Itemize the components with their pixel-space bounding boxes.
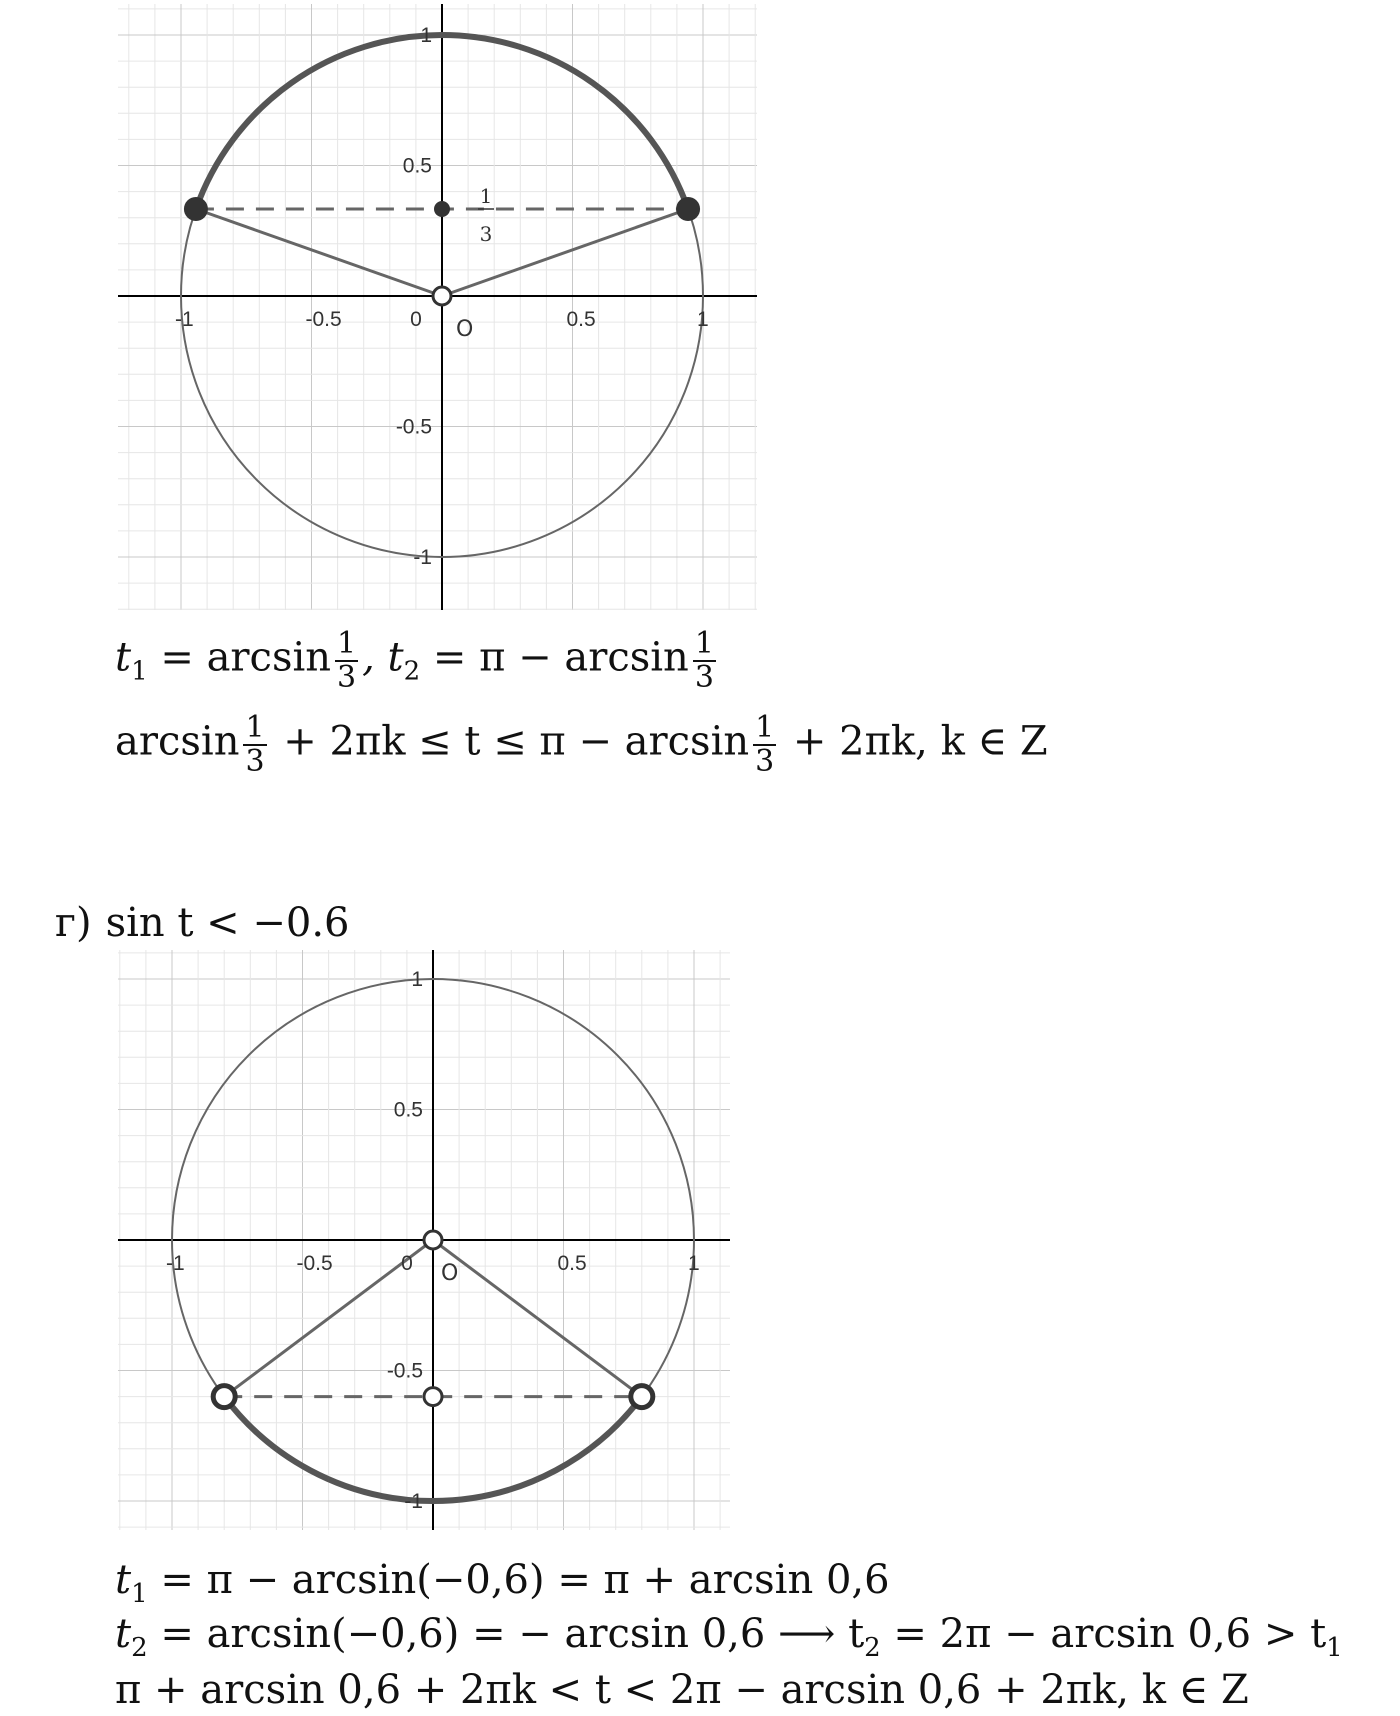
formula-2-line-2: $t_2 = \arcsin(-0,6)$ = − arcsin 0,6 ⟶ $t_2 = 2\pi - \arcsin 0,6 > t_1$ [115,1611,1343,1663]
point-t2 [631,1386,653,1408]
y-tick-label: 1 [420,24,432,47]
point-t1 [213,1386,235,1408]
formula-2-line-3: π + arcsin 0,6 + 2πk < t < 2π − arcsin 0,6 + 2πk, k ∈ Z [115,1667,1249,1713]
x-tick-label: 1 [697,308,709,331]
formula-1-line-2: arcsin $\frac{1}{3}$ + 2πk ≤ t ≤ π − arcsin $\frac{1}{3}$ + 2πk, k ∈ Z [115,710,1048,779]
x-tick-label: -0.5 [305,308,342,331]
fraction-den: 3 [479,222,493,246]
formula-2-line-1: $t_1 = \pi - \arcsin(-0,6) = \pi + \arcsin 0,6$ [115,1557,890,1609]
y-tick-label: 1 [411,968,423,991]
task-inequality: sin t < −0.6 [105,900,350,946]
x-tick-label: -1 [175,308,194,331]
point-y-axis [434,201,450,217]
task-heading [55,900,350,946]
origin-point [424,1231,442,1249]
y-tick-label: -0.5 [395,415,432,439]
x-tick-label: 1 [688,1252,700,1275]
unit-circle-plot-2 [118,950,730,1530]
x-tick-label: 0 [410,308,422,331]
origin-label: O [456,317,474,342]
formula-1-line-1: $t_1 = \arcsin$ $\frac{1}{3}$ , $t_2 = \pi - \arcsin$ $\frac{1}{3}$ [115,626,714,695]
y-tick-label: -0.5 [386,1359,423,1383]
y-tick-label: 0.5 [402,154,432,178]
unit-circle-plot-1 [118,4,757,610]
y-tick-label: -1 [404,1490,423,1513]
y-tick-label: 0.5 [393,1098,423,1122]
point-y-axis [424,1388,442,1406]
origin-point [433,287,451,305]
x-tick-label: -0.5 [296,1252,333,1275]
x-tick-label: 0.5 [566,308,596,331]
x-tick-label: 0.5 [557,1252,587,1275]
x-tick-label: 0 [401,1252,413,1275]
task-letter: г) [55,900,92,946]
y-tick-label: -1 [413,546,432,569]
point-t2 [676,197,700,221]
point-t1 [184,197,208,221]
fraction-num: 1 [479,184,493,208]
x-tick-label: -1 [166,1252,185,1275]
origin-label: O [441,1261,459,1286]
